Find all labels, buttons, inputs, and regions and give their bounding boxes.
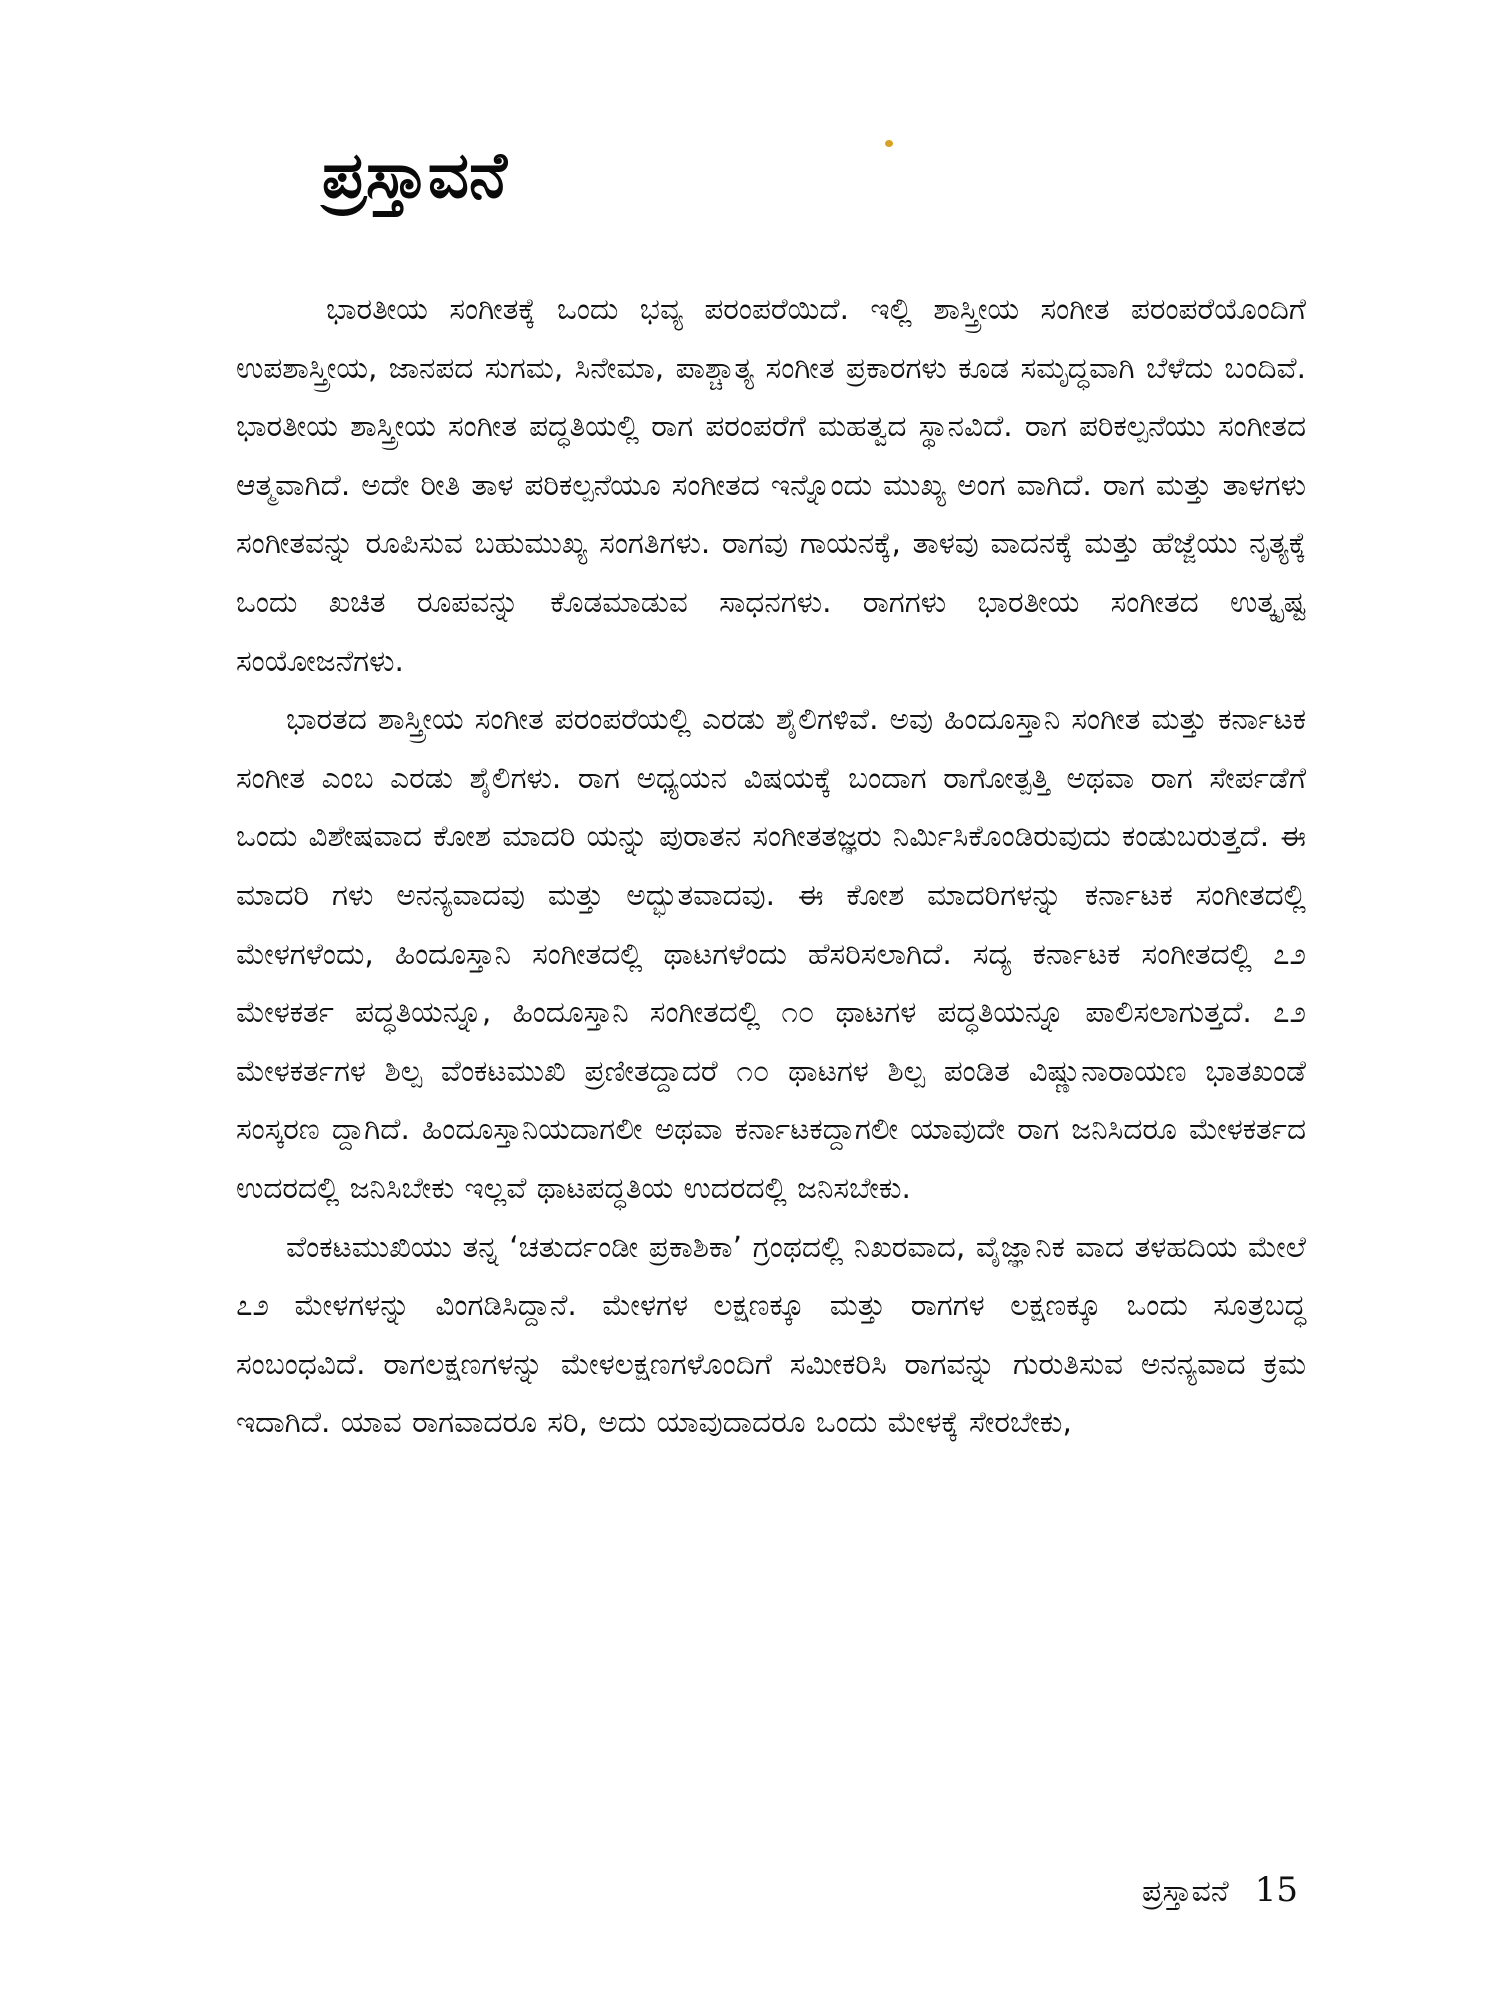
- body-text: [236, 280, 1306, 1452]
- running-title: ಪ್ರಸ್ತಾವನೆ: [1141, 1874, 1229, 1909]
- page-title: ಪ್ರಸ್ತಾವನೆ: [322, 139, 508, 213]
- page-number: 15: [1254, 1870, 1298, 1910]
- page-footer: [1142, 1870, 1298, 1910]
- paragraph: ವೆಂಕಟಮುಖಿಯು ತನ್ನ ‘ಚತುರ್ದಂಡೀ ಪ್ರಕಾಶಿಕಾ’ ಗ್ರಂಥದಲ್ಲಿ ನಿಖರವಾದ, ವೈಜ್ಞಾನಿಕ ವಾದ ತಳಹದಿಯ ಮೇಲೆ ೭೨ ಮೇಳಗಳನ್ನು ವಿಂಗಡಿಸಿದ್ದಾನೆ. ಮೇಳಗಳ ಲಕ್ಷಣಕ್ಕೂ ಮತ್ತು ರಾಗಗಳ ಲಕ್ಷಣಕ್ಕೂ ಒಂದು ಸೂತ್ರಬದ್ಧ ಸಂಬಂಧವಿದೆ. ರಾಗಲಕ್ಷಣಗಳನ್ನು ಮೇಳಲಕ್ಷಣಗಳೊಂದಿಗೆ ಸಮೀಕರಿಸಿ ರಾಗವನ್ನು ಗುರುತಿಸುವ ಅನನ್ಯವಾದ ಕ್ರಮ ಇದಾಗಿದೆ. ಯಾವ ರಾಗವಾದರೂ ಸರಿ, ಅದು ಯಾವುದಾದರೂ ಒಂದು ಮೇಳಕ್ಕೆ ಸೇರಬೇಕು,: [236, 1229, 1306, 1440]
- paragraph: ಭಾರತದ ಶಾಸ್ತ್ರೀಯ ಸಂಗೀತ ಪರಂಪರೆಯಲ್ಲಿ ಎರಡು ಶೈಲಿಗಳಿವೆ. ಅವು ಹಿಂದೂಸ್ತಾನಿ ಸಂಗೀತ ಮತ್ತು ಕರ್ನಾಟಕ ಸಂಗೀತ ಎಂಬ ಎರಡು ಶೈಲಿಗಳು. ರಾಗ ಅಧ್ಯಯನ ವಿಷಯಕ್ಕೆ ಬಂದಾಗ ರಾಗೋತ್ಪತ್ತಿ ಅಥವಾ ರಾಗ ಸೇರ್ಪಡೆಗೆ ಒಂದು ವಿಶೇಷವಾದ ಕೋಶ ಮಾದರಿ ಯನ್ನು ಪುರಾತನ ಸಂಗೀತತಜ್ಞರು ನಿರ್ಮಿಸಿಕೊಂಡಿರುವುದು ಕಂಡುಬರುತ್ತದೆ. ಈ ಮಾದರಿ ಗಳು ಅನನ್ಯವಾದವು ಮತ್ತು ಅದ್ಭುತವಾದವು. ಈ ಕೋಶ ಮಾದರಿಗಳನ್ನು ಕರ್ನಾಟಕ ಸಂಗೀತದಲ್ಲಿ ಮೇಳಗಳೆಂದು, ಹಿಂದೂಸ್ತಾನಿ ಸಂಗೀತದಲ್ಲಿ ಥಾಟಗಳೆಂದು ಹೆಸರಿಸಲಾಗಿದೆ. ಸದ್ಯ ಕರ್ನಾಟಕ ಸಂಗೀತದಲ್ಲಿ ೭೨ ಮೇಳಕರ್ತ ಪದ್ಧತಿಯನ್ನೂ, ಹಿಂದೂಸ್ತಾನಿ ಸಂಗೀತದಲ್ಲಿ ೧೦ ಥಾಟಗಳ ಪದ್ಧತಿಯನ್ನೂ ಪಾಲಿಸಲಾಗುತ್ತದೆ. ೭೨ ಮೇಳಕರ್ತಗಳ ಶಿಲ್ಪ ವೆಂಕಟಮುಖಿ ಪ್ರಣೀತದ್ದಾದರೆ ೧೦ ಥಾಟಗಳ ಶಿಲ್ಪ ಪಂಡಿತ ವಿಷ್ಣುನಾರಾಯಣ ಭಾತಖಂಡೆ ಸಂಸ್ಕರಣ ದ್ದಾಗಿದೆ. ಹಿಂದೂಸ್ತಾನಿಯದಾಗಲೀ ಅಥವಾ ಕರ್ನಾಟಕದ್ದಾಗಲೀ ಯಾವುದೇ ರಾಗ ಜನಿಸಿದರೂ ಮೇಳಕರ್ತದ ಉದರದಲ್ಲಿ ಜನಿಸಿಬೇಕು ಇಲ್ಲವೆ ಥಾಟಪದ್ಧತಿಯ ಉದರದಲ್ಲಿ ಜನಿಸಬೇಕು.: [236, 702, 1306, 1205]
- ink-speck: [885, 140, 893, 147]
- paragraph: ಭಾರತೀಯ ಸಂಗೀತಕ್ಕೆ ಒಂದು ಭವ್ಯ ಪರಂಪರೆಯಿದೆ. ಇಲ್ಲಿ ಶಾಸ್ತ್ರೀಯ ಸಂಗೀತ ಪರಂಪರೆಯೊಂದಿಗೆ ಉಪಶಾಸ್ತ್ರೀಯ, ಜಾನಪದ ಸುಗಮ, ಸಿನೇಮಾ, ಪಾಶ್ಚಾತ್ಯ ಸಂಗೀತ ಪ್ರಕಾರಗಳು ಕೂಡ ಸಮೃದ್ಧವಾಗಿ ಬೆಳೆದು ಬಂದಿವೆ. ಭಾರತೀಯ ಶಾಸ್ತ್ರೀಯ ಸಂಗೀತ ಪದ್ಧತಿಯಲ್ಲಿ ರಾಗ ಪರಂಪರೆಗೆ ಮಹತ್ವದ ಸ್ಥಾನವಿದೆ. ರಾಗ ಪರಿಕಲ್ಪನೆಯು ಸಂಗೀತದ ಆತ್ಮವಾಗಿದೆ. ಅದೇ ರೀತಿ ತಾಳ ಪರಿಕಲ್ಪನೆಯೂ ಸಂಗೀತದ ಇನ್ನೊಂದು ಮುಖ್ಯ ಅಂಗ ವಾಗಿದೆ. ರಾಗ ಮತ್ತು ತಾಳಗಳು ಸಂಗೀತವನ್ನು ರೂಪಿಸುವ ಬಹುಮುಖ್ಯ ಸಂಗತಿಗಳು. ರಾಗವು ಗಾಯನಕ್ಕೆ, ತಾಳವು ವಾದನಕ್ಕೆ ಮತ್ತು ಹೆಜ್ಜೆಯು ನೃತ್ಯಕ್ಕೆ ಒಂದು ಖಚಿತ ರೂಪವನ್ನು ಕೊಡಮಾಡುವ ಸಾಧನಗಳು. ರಾಗಗಳು ಭಾರತೀಯ ಸಂಗೀತದ ಉತ್ಕೃಷ್ಟ ಸಂಯೋಜನೆಗಳು.: [236, 292, 1306, 678]
